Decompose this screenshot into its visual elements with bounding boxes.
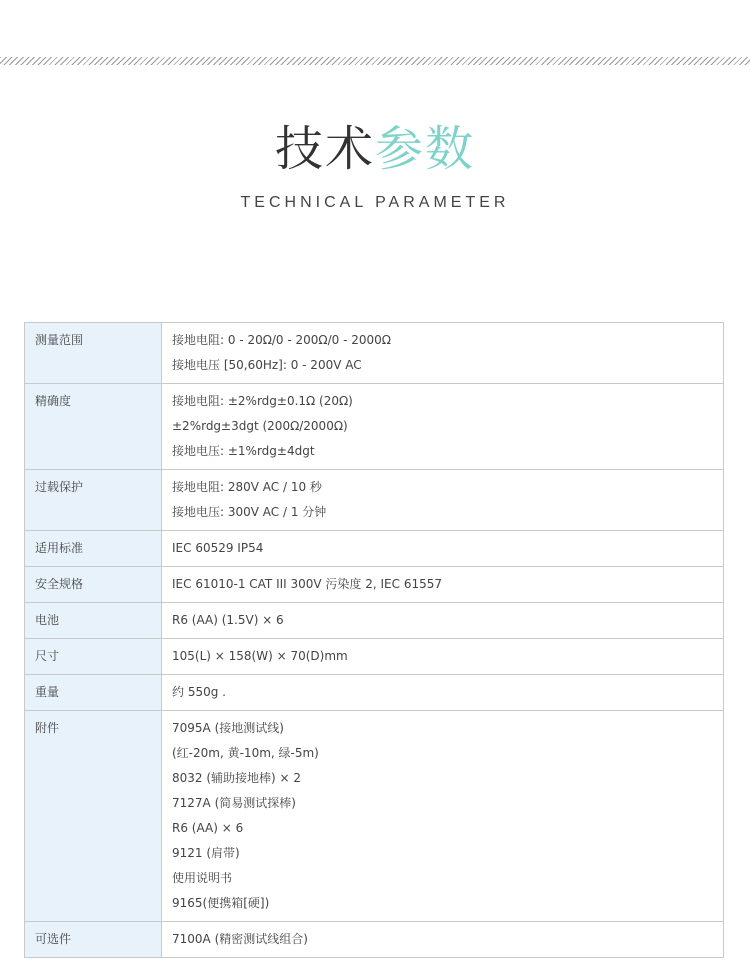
spec-row-battery xyxy=(25,603,724,639)
section-title xyxy=(0,118,750,180)
spec-value-line: 9165(便携箱[硬]) xyxy=(172,896,270,910)
spec-value-line: 接地电阻: ±2%rdg±0.1Ω (20Ω) xyxy=(172,394,353,408)
spec-value xyxy=(162,922,724,958)
spec-value xyxy=(162,384,724,470)
spec-label: 适用标准 xyxy=(25,531,162,567)
spec-value xyxy=(162,567,724,603)
spec-row-accessories xyxy=(25,711,724,922)
spec-label: 过载保护 xyxy=(25,470,162,531)
decorative-stripe-divider xyxy=(0,57,750,65)
spec-value-line: 8032 (辅助接地棒) × 2 xyxy=(172,771,302,785)
spec-value-line: R6 (AA) × 6 xyxy=(172,821,244,835)
spec-label: 尺寸 xyxy=(25,639,162,675)
spec-label: 安全规格 xyxy=(25,567,162,603)
spec-row-weight xyxy=(25,675,724,711)
spec-value-line: 接地电压: ±1%rdg±4dgt xyxy=(172,444,315,458)
spec-label: 附件 xyxy=(25,711,162,922)
spec-value-line: 7095A (接地测试线) xyxy=(172,721,284,735)
spec-value-line: 使用说明书 xyxy=(172,871,233,885)
spec-value-line: 约 550g . xyxy=(172,685,226,699)
spec-value-line: 接地电压 [50,60Hz]: 0 - 200V AC xyxy=(172,358,362,372)
section-subtitle: TECHNICAL PARAMETER xyxy=(240,194,510,211)
spec-row-safety xyxy=(25,567,724,603)
spec-value xyxy=(162,711,724,922)
spec-value xyxy=(162,470,724,531)
spec-row-accuracy xyxy=(25,384,724,470)
spec-value xyxy=(162,531,724,567)
spec-value-line: 7100A (精密测试线组合) xyxy=(172,932,308,946)
spec-value-line: IEC 60529 IP54 xyxy=(172,541,264,555)
section-title-accent: 参数 xyxy=(375,121,476,177)
spec-value xyxy=(162,675,724,711)
spec-row-options xyxy=(25,922,724,958)
spec-table xyxy=(24,322,724,958)
spec-value-line: 9121 (肩带) xyxy=(172,846,240,860)
spec-value-line: 7127A (简易测试探棒) xyxy=(172,796,296,810)
spec-value-line: 105(L) × 158(W) × 70(D)mm xyxy=(172,649,348,663)
spec-value-line: IEC 61010-1 CAT III 300V 污染度 2, IEC 61557 xyxy=(172,577,442,591)
spec-value-line: 接地电阻: 0 - 20Ω/0 - 200Ω/0 - 2000Ω xyxy=(172,333,391,347)
spec-label: 电池 xyxy=(25,603,162,639)
spec-row-standards xyxy=(25,531,724,567)
spec-label: 精确度 xyxy=(25,384,162,470)
spec-label: 重量 xyxy=(25,675,162,711)
section-title-main: 技术 xyxy=(274,121,375,177)
spec-value-line: 接地电压: 300V AC / 1 分钟 xyxy=(172,505,327,519)
spec-value-line: ±2%rdg±3dgt (200Ω/2000Ω) xyxy=(172,419,348,433)
spec-row-measurement-range xyxy=(25,323,724,384)
spec-value xyxy=(162,639,724,675)
spec-value-line: R6 (AA) (1.5V) × 6 xyxy=(172,613,284,627)
spec-label: 测量范围 xyxy=(25,323,162,384)
spec-label: 可选件 xyxy=(25,922,162,958)
spec-row-overload-protection xyxy=(25,470,724,531)
spec-row-dimensions xyxy=(25,639,724,675)
spec-value xyxy=(162,323,724,384)
spec-value xyxy=(162,603,724,639)
spec-value-line: (红-20m, 黄-10m, 绿-5m) xyxy=(172,746,319,760)
spec-value-line: 接地电阻: 280V AC / 10 秒 xyxy=(172,480,322,494)
